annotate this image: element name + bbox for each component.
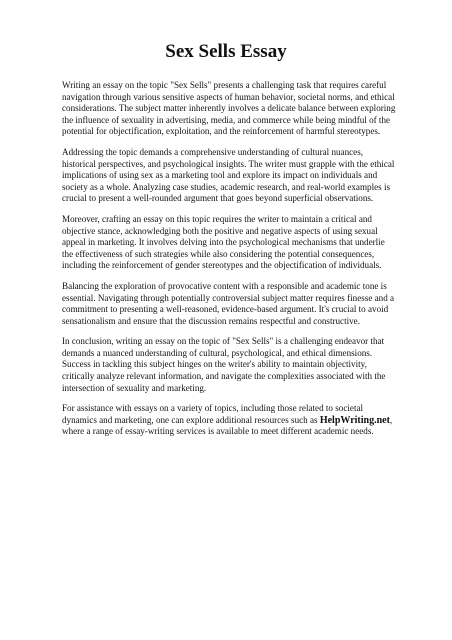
page-title: Sex Sells Essay xyxy=(165,41,287,62)
paragraph-6 xyxy=(62,403,397,438)
paragraph-3: Moreover, crafting an essay on this topic requires the writer to maintain a critical and objective stance, acknowledging both the positive and negative aspects of using sexual appeal in marketing. It involves delving into the psychological mechanisms that underlie the effectiveness of such strategies while also considering the potential consequences, including the reinforcement of gender stereotypes and the objectification of individuals. xyxy=(62,213,385,271)
paragraph-4: Balancing the exploration of provocative content with a responsible and academic tone is essential. Navigating through potentially controversial subject matter requires finesse and a commitment to presenting a well-reasoned, evidence-based argument. It's crucial to avoid sensationalism and ensure that the discussion remains respectful and constructive. xyxy=(62,280,395,326)
paragraph-6-text-after: , where a range of essay-writing services is available to meet different academic needs. xyxy=(62,414,393,437)
essay-body xyxy=(62,80,397,447)
paragraph-6-text-before: For assistance with essays on a variety of topics, including those related to societal dynamics and marketing, one can explore additional resources such as xyxy=(62,403,364,425)
paragraph-2: Addressing the topic demands a comprehensive understanding of cultural nuances, historical perspectives, and psychological insights. The writer must grapple with the ethical implications of using sex as a marketing tool and explore its impact on individuals and society as a whole. Analyzing case studies, academic research, and real-world examples is crucial to present a well-rounded argument that goes beyond superficial observations. xyxy=(62,146,395,204)
paragraph-5: In conclusion, writing an essay on the topic of "Sex Sells" is a challenging endeavor that demands a nuanced understanding of cultural, psychological, and ethical dimensions. Success in tackling this subject hinges on the writer's ability to maintain objectivity, critically analyze relevant information, and navigate the complexities associated with the intersection of sexuality and marketing. xyxy=(62,336,386,393)
paragraph-1: Writing an essay on the topic "Sex Sells" presents a challenging task that requires careful navigation through various sensitive aspects of human behavior, societal norms, and ethical considerations. The subject matter inherently involves a delicate balance between exploring the influence of sexuality in advertising, media, and commerce while being mindful of the potential for objectification, exploitation, and the reinforcement of harmful stereotypes. xyxy=(62,80,396,137)
helpwriting-link[interactable]: HelpWriting.net xyxy=(319,414,390,426)
